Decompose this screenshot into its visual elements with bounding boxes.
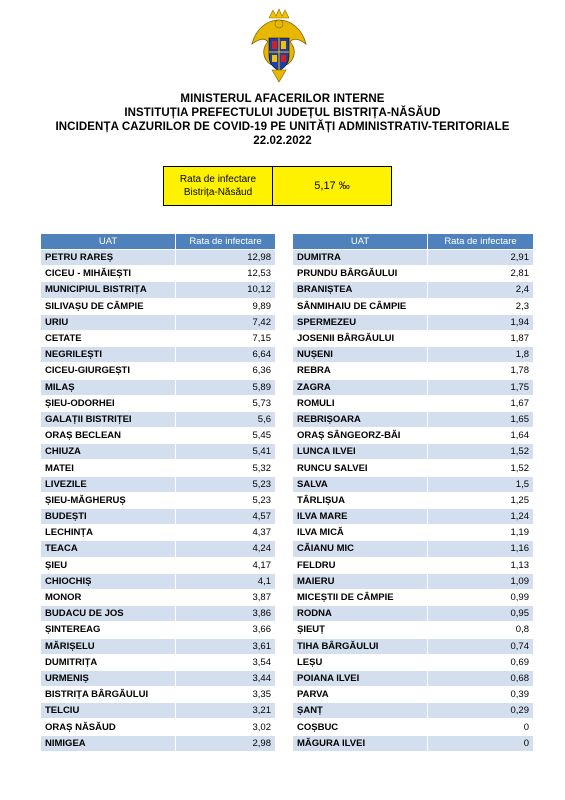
table-row xyxy=(41,266,276,282)
uat-name: BISTRIȚA BÂRGĂULUI xyxy=(41,687,176,703)
table-row xyxy=(41,509,276,525)
uat-name: CĂIANU MIC xyxy=(293,541,428,557)
infection-rate: 1,87 xyxy=(428,330,534,346)
column-header-uat: UAT xyxy=(41,234,176,250)
table-row xyxy=(293,395,534,411)
table-row xyxy=(293,298,534,314)
table-row xyxy=(41,298,276,314)
table-row xyxy=(293,411,534,427)
report-title: INCIDENȚA CAZURILOR DE COVID-19 PE UNITĂȚI ADMINISTRATIV-TERITORIALE xyxy=(55,121,510,133)
uat-name: ȘANȚ xyxy=(293,703,428,719)
uat-name: MONOR xyxy=(41,589,176,605)
uat-name: ILVA MARE xyxy=(293,509,428,525)
infection-rate: 3,66 xyxy=(176,622,276,638)
table-row xyxy=(41,719,276,735)
uat-name: ȘIEU-ODORHEI xyxy=(41,395,176,411)
institution-title: INSTITUȚIA PREFECTULUI JUDEȚUL BISTRIȚA-NĂSĂUD xyxy=(124,107,441,119)
uat-name: POIANA ILVEI xyxy=(293,670,428,686)
infection-rate: 0 xyxy=(428,735,534,751)
uat-name: SÂNMIHAIU DE CÂMPIE xyxy=(293,298,428,314)
uat-name: REBRA xyxy=(293,363,428,379)
uat-name: MĂRIȘELU xyxy=(41,638,176,654)
uat-name: SPERMEZEU xyxy=(293,314,428,330)
uat-name: ȘIEU xyxy=(41,557,176,573)
uat-name: NUȘENI xyxy=(293,347,428,363)
table-row xyxy=(41,687,276,703)
table-row xyxy=(293,509,534,525)
infection-rate: 3,54 xyxy=(176,654,276,670)
uat-name: CHIOCHIȘ xyxy=(41,573,176,589)
uat-name: LIVEZILE xyxy=(41,476,176,492)
table-row xyxy=(293,687,534,703)
uat-name: TIHA BÂRGĂULUI xyxy=(293,638,428,654)
infection-rate: 0,8 xyxy=(428,622,534,638)
infection-rate: 5,6 xyxy=(176,411,276,427)
table-row xyxy=(293,379,534,395)
infection-rate: 0,74 xyxy=(428,638,534,654)
table-row xyxy=(41,638,276,654)
table-row xyxy=(293,606,534,622)
uat-name: ORAȘ NĂSĂUD xyxy=(41,719,176,735)
infection-rate: 1,5 xyxy=(428,476,534,492)
uat-name: MAIERU xyxy=(293,573,428,589)
infection-rate: 2,98 xyxy=(176,735,276,751)
uat-name: BUDACU DE JOS xyxy=(41,606,176,622)
table-row xyxy=(41,476,276,492)
uat-name: CETATE xyxy=(41,330,176,346)
infection-rate: 9,89 xyxy=(176,298,276,314)
table-row xyxy=(293,654,534,670)
uat-name: GALAȚII BISTRIȚEI xyxy=(41,411,176,427)
infection-rate: 0,68 xyxy=(428,670,534,686)
infection-rate: 3,21 xyxy=(176,703,276,719)
uat-name: BUDEȘTI xyxy=(41,509,176,525)
table-row xyxy=(293,314,534,330)
infection-rate: 3,61 xyxy=(176,638,276,654)
infection-rate: 2,3 xyxy=(428,298,534,314)
infection-rate: 4,17 xyxy=(176,557,276,573)
uat-name: CICEU-GIURGEȘTI xyxy=(41,363,176,379)
table-row xyxy=(41,654,276,670)
table-row xyxy=(293,460,534,476)
uat-name: CICEU - MIHĂIEȘTI xyxy=(41,266,176,282)
table-row xyxy=(41,622,276,638)
uat-name: NEGRILEȘTI xyxy=(41,347,176,363)
uat-name: SILIVAȘU DE CÂMPIE xyxy=(41,298,176,314)
infection-rate: 12,53 xyxy=(176,266,276,282)
table-row xyxy=(293,525,534,541)
table-row xyxy=(293,703,534,719)
infection-rate: 6,64 xyxy=(176,347,276,363)
table-row xyxy=(41,589,276,605)
infection-rate: 1,19 xyxy=(428,525,534,541)
county-rate-value: 5,17 ‰ xyxy=(314,180,350,192)
table-header-row xyxy=(41,234,276,250)
table-row xyxy=(293,719,534,735)
infection-rate: 5,23 xyxy=(176,492,276,508)
infection-rate: 1,09 xyxy=(428,573,534,589)
infection-rate: 0,29 xyxy=(428,703,534,719)
table-row xyxy=(293,250,534,266)
uat-name: LECHINȚA xyxy=(41,525,176,541)
uat-name: MATEI xyxy=(41,460,176,476)
uat-name: MILAȘ xyxy=(41,379,176,395)
table-row xyxy=(41,573,276,589)
table-row xyxy=(293,492,534,508)
infection-rate: 6,36 xyxy=(176,363,276,379)
uat-name: RODNA xyxy=(293,606,428,622)
infection-rate: 5,23 xyxy=(176,476,276,492)
uat-name: URMENIȘ xyxy=(41,670,176,686)
uat-table-left xyxy=(40,233,276,752)
infection-rate: 1,52 xyxy=(428,460,534,476)
table-row xyxy=(41,363,276,379)
table-row xyxy=(293,541,534,557)
infection-rate: 1,24 xyxy=(428,509,534,525)
table-row xyxy=(41,428,276,444)
table-row xyxy=(41,330,276,346)
uat-name: SALVA xyxy=(293,476,428,492)
uat-name: ȘIEUȚ xyxy=(293,622,428,638)
infection-rate: 1,65 xyxy=(428,411,534,427)
table-row xyxy=(293,444,534,460)
uat-name: FELDRU xyxy=(293,557,428,573)
uat-name: TÂRLIȘUA xyxy=(293,492,428,508)
table-row xyxy=(293,735,534,751)
county-rate-label xyxy=(164,167,273,205)
infection-rate: 2,81 xyxy=(428,266,534,282)
infection-rate: 1,16 xyxy=(428,541,534,557)
infection-rate: 1,25 xyxy=(428,492,534,508)
infection-rate: 5,32 xyxy=(176,460,276,476)
infection-rate: 1,67 xyxy=(428,395,534,411)
table-row xyxy=(293,363,534,379)
report-date: 22.02.2022 xyxy=(253,135,312,147)
infection-rate: 2,91 xyxy=(428,250,534,266)
uat-name: RUNCU SALVEI xyxy=(293,460,428,476)
uat-name: ȘINTEREAG xyxy=(41,622,176,638)
table-row xyxy=(41,250,276,266)
uat-name: ILVA MICĂ xyxy=(293,525,428,541)
uat-name: REBRIȘOARA xyxy=(293,411,428,427)
table-row xyxy=(293,476,534,492)
table-row xyxy=(293,622,534,638)
table-row xyxy=(41,282,276,298)
infection-rate: 1,8 xyxy=(428,347,534,363)
infection-rate: 3,44 xyxy=(176,670,276,686)
table-row xyxy=(293,573,534,589)
table-row xyxy=(41,606,276,622)
infection-rate: 4,24 xyxy=(176,541,276,557)
uat-table-right xyxy=(292,233,534,752)
table-row xyxy=(41,314,276,330)
table-row xyxy=(41,379,276,395)
uat-name: MICEȘTII DE CÂMPIE xyxy=(293,589,428,605)
infection-rate: 12,98 xyxy=(176,250,276,266)
infection-rate: 0,39 xyxy=(428,687,534,703)
ministry-title: MINISTERUL AFACERILOR INTERNE xyxy=(180,93,385,105)
infection-rate: 3,87 xyxy=(176,589,276,605)
uat-name: ORAȘ SÂNGEORZ-BĂI xyxy=(293,428,428,444)
uat-name: ZAGRA xyxy=(293,379,428,395)
uat-name: CHIUZA xyxy=(41,444,176,460)
infection-rate: 7,42 xyxy=(176,314,276,330)
uat-name: TEACA xyxy=(41,541,176,557)
uat-name: ORAȘ BECLEAN xyxy=(41,428,176,444)
table-row xyxy=(41,460,276,476)
table-row xyxy=(41,670,276,686)
county-rate-label-line2: Bistrița-Năsăud xyxy=(183,187,253,198)
uat-name: MUNICIPIUL BISTRIȚA xyxy=(41,282,176,298)
uat-name: BRANIȘTEA xyxy=(293,282,428,298)
table-row xyxy=(41,557,276,573)
table-header-row xyxy=(293,234,534,250)
table-row xyxy=(293,557,534,573)
table-row xyxy=(41,444,276,460)
county-rate-box xyxy=(163,166,392,206)
uat-name: ȘIEU-MĂGHERUȘ xyxy=(41,492,176,508)
infection-rate: 1,13 xyxy=(428,557,534,573)
infection-rate: 5,45 xyxy=(176,428,276,444)
uat-name: COȘBUC xyxy=(293,719,428,735)
uat-name: NIMIGEA xyxy=(41,735,176,751)
infection-rate: 1,52 xyxy=(428,444,534,460)
infection-rate: 10,12 xyxy=(176,282,276,298)
column-header-rate: Rata de infectare xyxy=(428,234,534,250)
table-row xyxy=(293,589,534,605)
table-row xyxy=(293,428,534,444)
uat-name: TELCIU xyxy=(41,703,176,719)
infection-rate: 4,1 xyxy=(176,573,276,589)
infection-rate: 3,35 xyxy=(176,687,276,703)
infection-rate: 3,86 xyxy=(176,606,276,622)
county-rate-label-line1: Rata de infectare xyxy=(179,174,257,185)
infection-rate: 5,73 xyxy=(176,395,276,411)
table-row xyxy=(293,670,534,686)
infection-rate: 4,57 xyxy=(176,509,276,525)
table-row xyxy=(293,330,534,346)
table-row xyxy=(41,492,276,508)
table-row xyxy=(293,266,534,282)
infection-rate: 7,15 xyxy=(176,330,276,346)
uat-name: DUMITRA xyxy=(293,250,428,266)
column-header-rate: Rata de infectare xyxy=(176,234,276,250)
table-row xyxy=(41,395,276,411)
column-header-uat: UAT xyxy=(293,234,428,250)
uat-name: PRUNDU BÂRGĂULUI xyxy=(293,266,428,282)
infection-rate: 5,89 xyxy=(176,379,276,395)
table-row xyxy=(293,282,534,298)
uat-name: MĂGURA ILVEI xyxy=(293,735,428,751)
infection-rate: 1,75 xyxy=(428,379,534,395)
table-row xyxy=(41,347,276,363)
uat-name: LUNCA ILVEI xyxy=(293,444,428,460)
table-row xyxy=(41,525,276,541)
uat-name: PARVA xyxy=(293,687,428,703)
infection-rate: 1,94 xyxy=(428,314,534,330)
infection-rate: 5,41 xyxy=(176,444,276,460)
coat-of-arms-icon xyxy=(250,8,308,86)
table-row xyxy=(41,411,276,427)
uat-name: JOSENII BÂRGĂULUI xyxy=(293,330,428,346)
infection-rate: 0,95 xyxy=(428,606,534,622)
infection-rate: 4,37 xyxy=(176,525,276,541)
uat-name: PETRU RAREȘ xyxy=(41,250,176,266)
infection-rate: 3,02 xyxy=(176,719,276,735)
uat-name: DUMITRIȚA xyxy=(41,654,176,670)
infection-rate: 0,69 xyxy=(428,654,534,670)
infection-rate: 1,64 xyxy=(428,428,534,444)
table-row xyxy=(41,703,276,719)
infection-rate: 2,4 xyxy=(428,282,534,298)
uat-name: LEȘU xyxy=(293,654,428,670)
uat-name: URIU xyxy=(41,314,176,330)
table-row xyxy=(293,347,534,363)
table-row xyxy=(41,541,276,557)
table-row xyxy=(41,735,276,751)
infection-rate: 1,78 xyxy=(428,363,534,379)
table-row xyxy=(293,638,534,654)
uat-name: ROMULI xyxy=(293,395,428,411)
infection-rate: 0 xyxy=(428,719,534,735)
infection-rate: 0,99 xyxy=(428,589,534,605)
